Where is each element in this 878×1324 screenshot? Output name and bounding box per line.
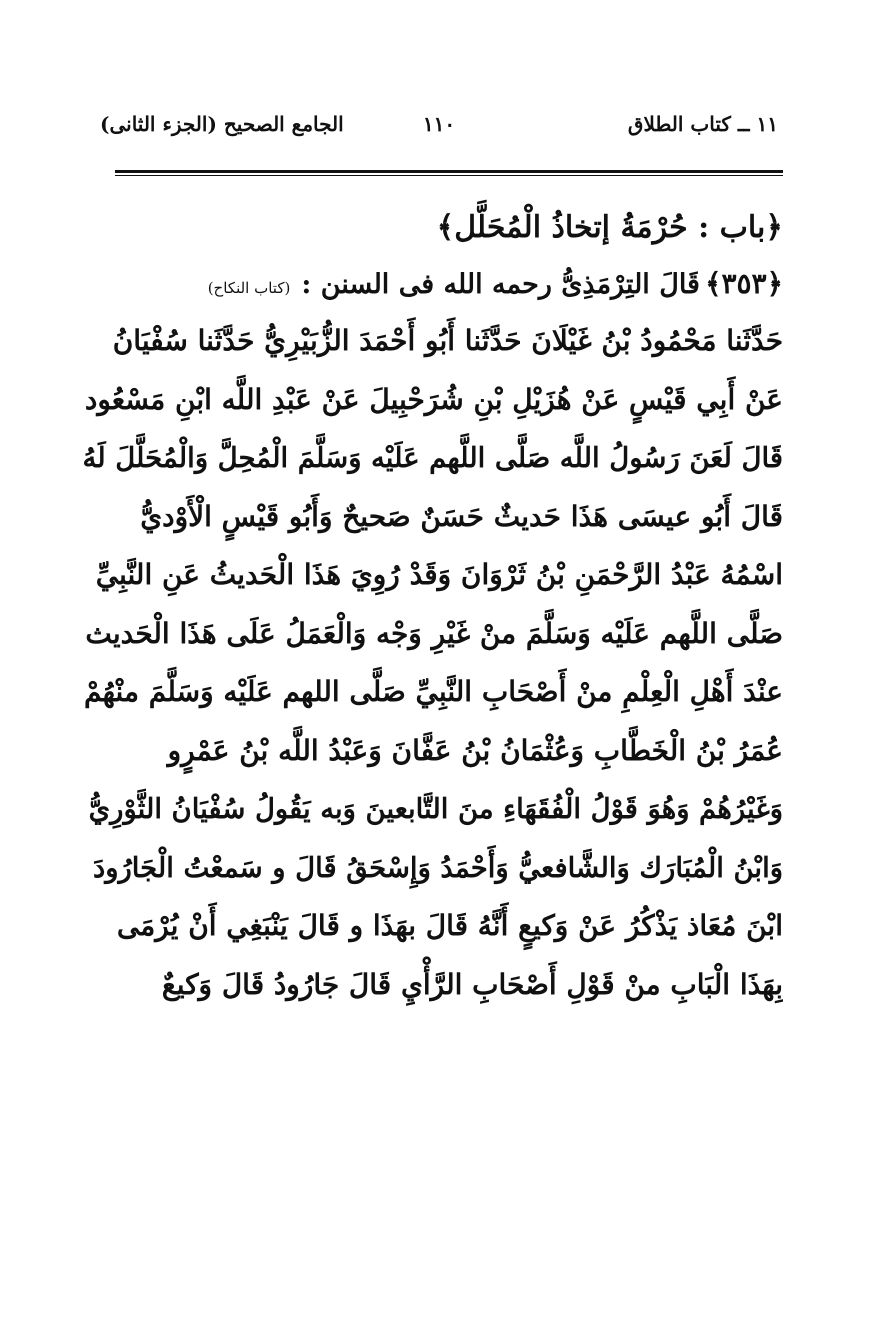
text-line: حَدَّثَنا مَحْمُودُ بْنُ غَيْلَانَ حَدَّثَنا أَبُو أَحْمَدَ الزُّبَيْرِيُّ حَدَّثَنا سُفْيَانُ: [112, 324, 783, 357]
text-line: عنْدَ أَهْلِ الْعِلْمِ منْ أَصْحَابِ النَّبِيِّ صَلَّى اللهم عَلَيْه وَسَلَّمَ منْهُمْ: [83, 675, 783, 708]
header-rule-thin: [115, 175, 783, 176]
text-line: صَلَّى اللَّهم عَلَيْه وَسَلَّمَ منْ غَيْرِ وَجْه وَالْعَمَلُ عَلَى هَذَا الْحَديث: [85, 616, 783, 650]
hadith-heading: [83, 256, 783, 312]
text-line: قَالَ لَعَنَ رَسُولُ اللَّه صَلَّى اللَّهم عَلَيْه وَسَلَّمَ الْمُحِلَّ وَالْمُحَلَّلَ لَهُ: [83, 442, 783, 474]
chapter-title: ﴿باب : حُرْمَةُ إتخاذُ الْمُحَلَّل﴾: [436, 210, 783, 245]
header-chapter: ١١ ــ كتاب الطلاق: [627, 112, 778, 136]
header-book-title: الجامع الصحيح (الجزء الثانى): [100, 112, 344, 136]
text-line: اسْمُهُ عَبْدُ الرَّحْمَنِ بْنُ ثَرْوَانَ وَقَدْ رُوِيَ هَذَا الْحَديثُ عَنِ النَّبِيِّ: [95, 558, 783, 591]
text-line: ابْنَ مُعَاذ يَذْكُرُ عَنْ وَكيعٍ أَنَّهُ قَالَ بهَذَا و قَالَ يَنْبَغِي أَنْ يُرْمَى: [116, 909, 783, 942]
text-line: وَغَيْرُهُمْ وَهُوَ قَوْلُ الْفُقَهَاءِ منَ التَّابعينَ وَبه يَقُولُ سُفْيَانُ الثَّوْرِيُّ: [88, 793, 783, 825]
text-line: عُمَرُ بْنُ الْخَطَّابِ وَعُثْمَانُ بْنُ عَفَّانَ وَعَبْدُ اللَّه بْنُ عَمْرٍو: [167, 733, 783, 767]
text-line: بِهَذَا الْبَابِ منْ قَوْلِ أَصْحَابِ الرَّأْيِ قَالَ جَارُودُ قَالَ وَكيعٌ: [161, 967, 783, 1001]
hadith-source: (كتاب النكاح): [207, 279, 291, 297]
header-rule: [115, 170, 783, 173]
main-text: [83, 200, 783, 1014]
text-line: عَنْ أَبِي قَيْسٍ عَنْ هُزَيْلِ بْنِ شُرَحْبِيلَ عَنْ عَبْدِ اللَّه ابْنِ مَسْعُود: [84, 382, 783, 416]
page-number: ١١٠: [422, 112, 456, 136]
hadith-intro: قَالَ التِرْمَذِىُّ رحمه الله فى السنن :: [301, 269, 700, 300]
running-header: [100, 112, 778, 152]
text-line: وَابْنُ الْمُبَارَك وَالشَّافعيُّ وَأَحْمَدُ وَإِسْحَقُ قَالَ و سَمعْتُ الْجَارُودَ: [92, 851, 783, 884]
text-line: قَالَ أَبُو عيسَى هَذَا حَديثٌ حَسَنٌ صَحيحٌ وَأَبُو قَيْسٍ الْأَوْديُّ: [140, 499, 783, 533]
hadith-number: ﴿٣٥٣﴾: [705, 267, 783, 300]
